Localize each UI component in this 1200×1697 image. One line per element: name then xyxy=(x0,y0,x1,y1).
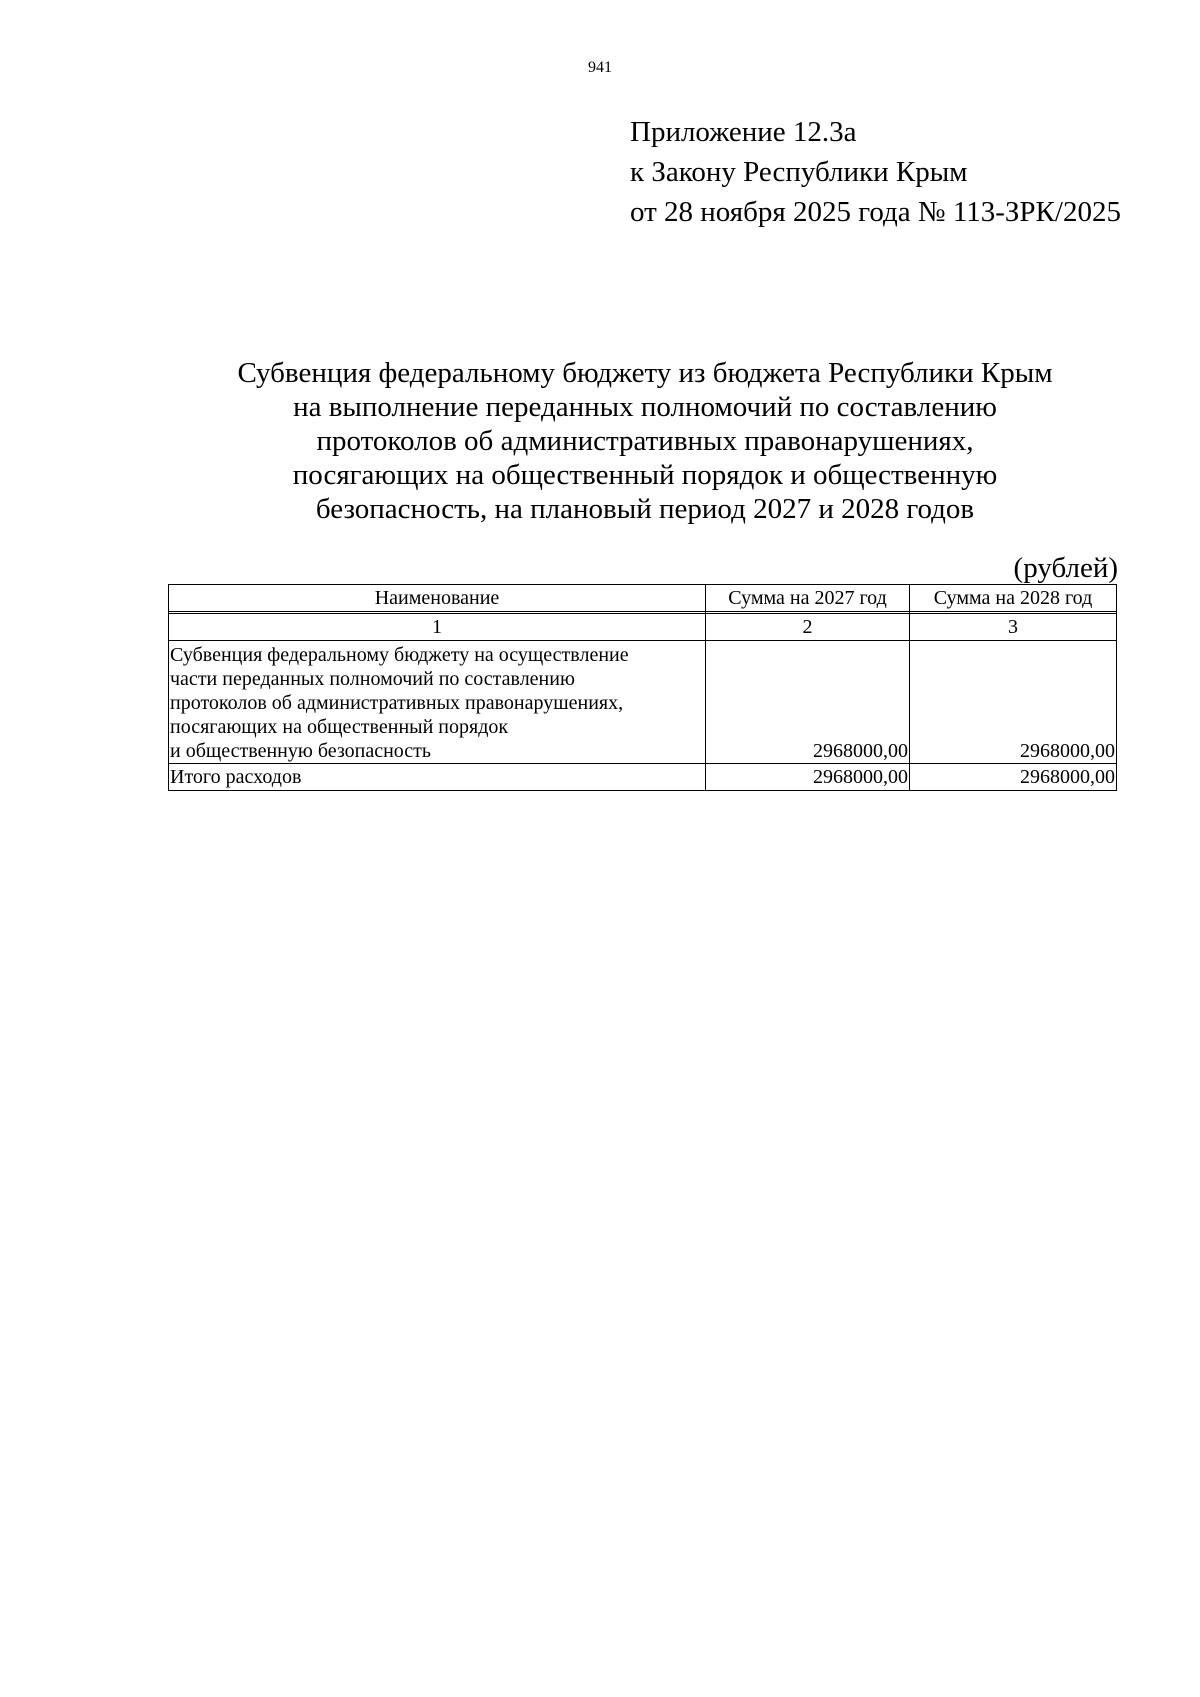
document-title xyxy=(200,356,1090,526)
title-line: на выполнение переданных полномочий по составлению xyxy=(293,391,997,423)
title-line: протоколов об административных правонарушениях, xyxy=(316,425,974,457)
row-name-line: протоколов об административных правонарушениях, xyxy=(170,692,624,714)
unit-label: (рублей) xyxy=(1013,552,1118,584)
appendix-reference xyxy=(630,112,1121,232)
row-name-line: части переданных полномочий по составлению xyxy=(170,668,575,690)
table-header-row xyxy=(169,585,1117,612)
total-row xyxy=(169,764,1117,791)
column-number-row xyxy=(169,614,1117,641)
title-line: Субвенция федеральному бюджету из бюджета Республики Крым xyxy=(237,357,1053,389)
column-header-2027: Сумма на 2027 год xyxy=(706,585,910,612)
total-label: Итого расходов xyxy=(169,764,706,791)
row-name-cell xyxy=(169,641,706,764)
appendix-line: к Закону Республики Крым xyxy=(630,156,968,188)
table-row xyxy=(169,641,1117,764)
title-line: посягающих на общественный порядок и общественную xyxy=(292,459,998,491)
column-header-2028: Сумма на 2028 год xyxy=(910,585,1117,612)
column-number: 2 xyxy=(706,614,910,641)
total-2027-cell: 2968000,00 xyxy=(706,764,910,791)
column-header-name: Наименование xyxy=(169,585,706,612)
budget-table xyxy=(168,584,1117,791)
appendix-line: Приложение 12.3а xyxy=(630,116,857,148)
total-2028-cell: 2968000,00 xyxy=(910,764,1117,791)
row-name-line: Субвенция федеральному бюджету на осуществление xyxy=(170,644,629,666)
page-number: 941 xyxy=(588,59,612,76)
appendix-line: от 28 ноября 2025 года № 113-ЗРК/2025 xyxy=(630,196,1121,228)
column-number: 1 xyxy=(169,614,706,641)
amount-2028-cell: 2968000,00 xyxy=(910,641,1117,764)
row-name-line: посягающих на общественный порядок xyxy=(170,716,509,738)
row-name-line: и общественную безопасность xyxy=(170,740,432,762)
amount-2027-cell: 2968000,00 xyxy=(706,641,910,764)
title-line: безопасность, на плановый период 2027 и 2028 годов xyxy=(315,493,975,525)
column-number: 3 xyxy=(910,614,1117,641)
